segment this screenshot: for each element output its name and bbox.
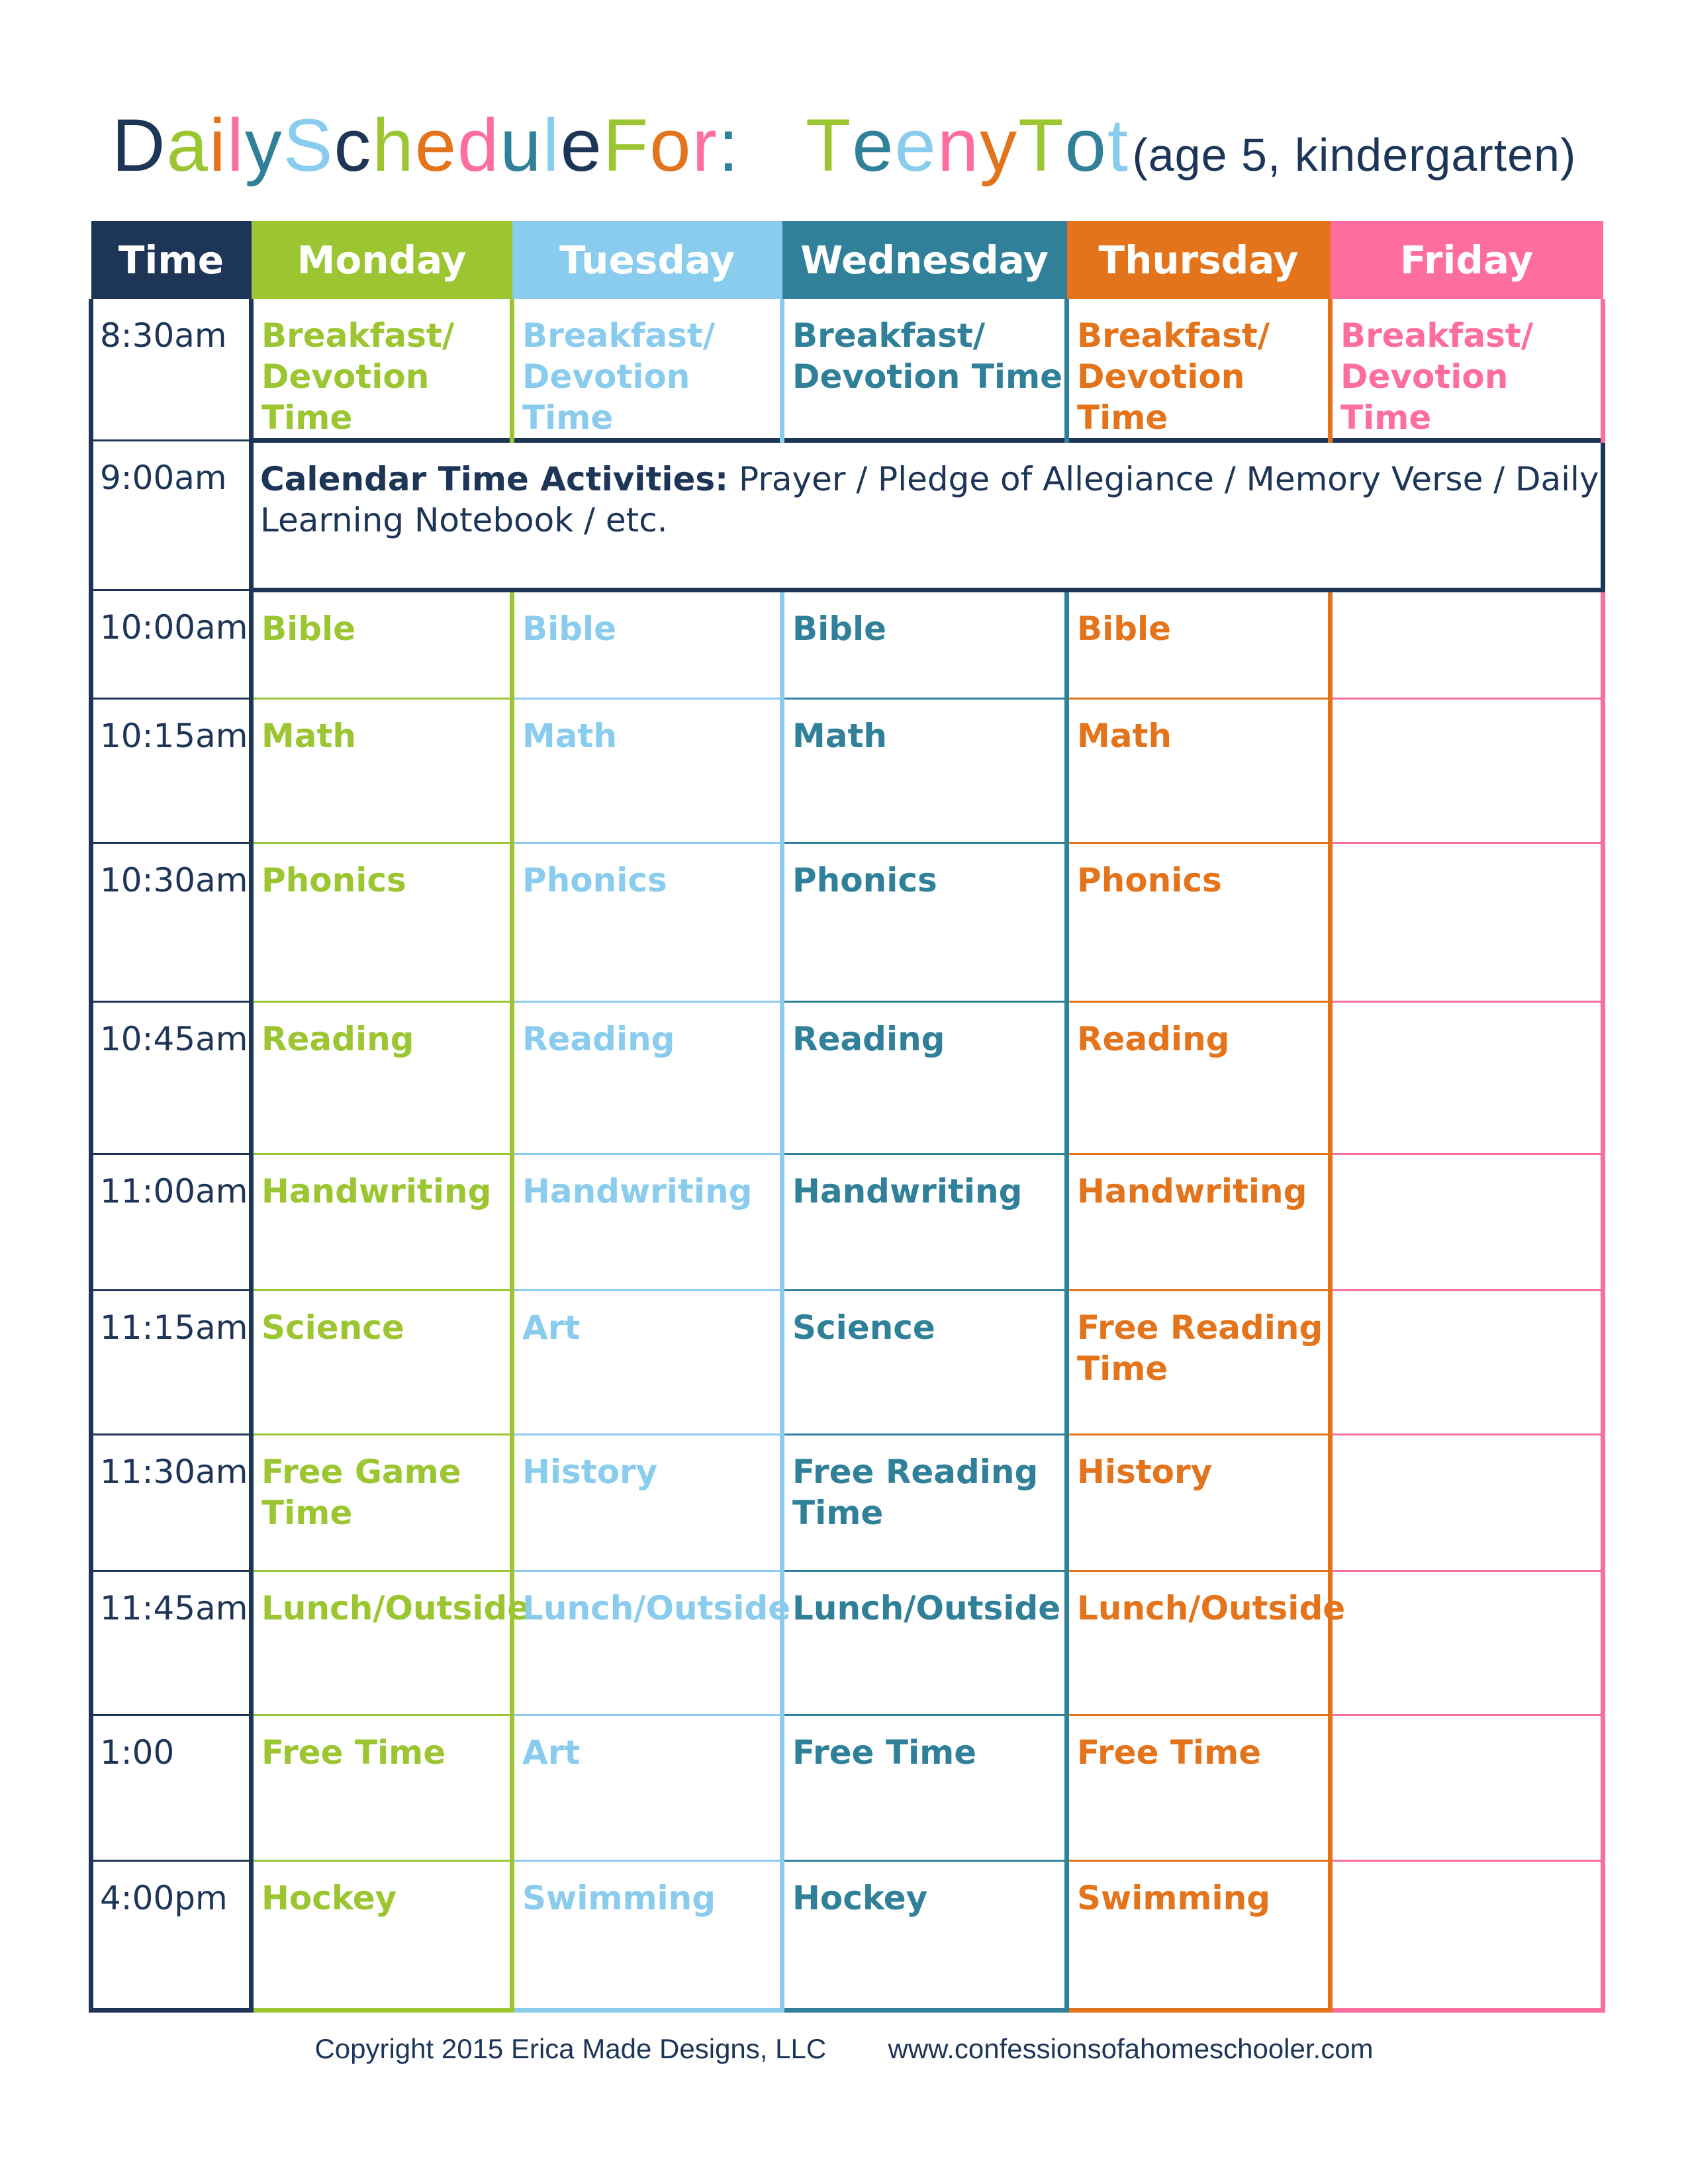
activity-cell: Handwriting	[1067, 1154, 1331, 1291]
activity-cell: Hockey	[782, 1861, 1067, 2011]
activity-cell: Lunch/Outside	[782, 1571, 1067, 1715]
activity-cell: Reading	[252, 1002, 512, 1154]
activity-cell: History	[512, 1435, 782, 1571]
header-friday: Friday	[1331, 221, 1603, 299]
schedule-row	[91, 590, 1603, 699]
activity-cell: Reading	[512, 1002, 782, 1154]
time-cell: 8:30am	[91, 299, 252, 441]
activity-cell: Art	[512, 1291, 782, 1435]
calendar-label: Calendar Time Activities:	[260, 460, 729, 498]
activity-cell: History	[1067, 1435, 1331, 1571]
footer	[0, 2033, 1688, 2065]
activity-cell: Science	[252, 1291, 512, 1435]
activity-cell: Swimming	[1067, 1861, 1331, 2011]
activity-cell: Free Reading Time	[782, 1435, 1067, 1571]
activity-cell: Reading	[1067, 1002, 1331, 1154]
title-prefix: DailyScheduleFor:	[111, 104, 740, 187]
activity-cell	[1331, 1291, 1603, 1435]
time-cell: 10:00am	[91, 590, 252, 699]
schedule-row	[91, 1571, 1603, 1715]
activity-cell: Handwriting	[782, 1154, 1067, 1291]
header-monday: Monday	[252, 221, 512, 299]
time-cell: 10:45am	[91, 1002, 252, 1154]
time-cell: 10:15am	[91, 699, 252, 843]
activity-cell: Bible	[1067, 590, 1331, 699]
activity-cell: Breakfast/ Devotion Time	[1067, 299, 1331, 441]
time-cell: 10:30am	[91, 843, 252, 1002]
time-cell: 4:00pm	[91, 1861, 252, 2011]
time-cell: 11:30am	[91, 1435, 252, 1571]
activity-cell	[1331, 1861, 1603, 2011]
activity-cell: Phonics	[782, 843, 1067, 1002]
activity-cell	[1331, 1154, 1603, 1291]
activity-cell: Free Reading Time	[1067, 1291, 1331, 1435]
activity-cell: Breakfast/ Devotion Time	[1331, 299, 1603, 441]
activity-cell	[1331, 843, 1603, 1002]
schedule-row	[91, 1154, 1603, 1291]
activity-cell: Reading	[782, 1002, 1067, 1154]
activity-cell: Handwriting	[252, 1154, 512, 1291]
time-cell: 11:45am	[91, 1571, 252, 1715]
activity-cell: Free Game Time	[252, 1435, 512, 1571]
activity-cell	[1331, 699, 1603, 843]
activity-cell: Math	[512, 699, 782, 843]
activity-cell	[1331, 1571, 1603, 1715]
activity-cell: Lunch/Outside	[1067, 1571, 1331, 1715]
calendar-activities-cell	[252, 441, 1603, 590]
schedule-row	[91, 1291, 1603, 1435]
activity-cell: Bible	[782, 590, 1067, 699]
activity-cell: Breakfast/ Devotion Time	[512, 299, 782, 441]
activity-cell	[1331, 590, 1603, 699]
activity-cell: Free Time	[252, 1715, 512, 1861]
activity-cell	[1331, 1715, 1603, 1861]
header-thursday: Thursday	[1067, 221, 1331, 299]
activity-cell: Phonics	[252, 843, 512, 1002]
header-row	[91, 221, 1603, 299]
schedule-title	[0, 103, 1688, 188]
schedule-row	[91, 1861, 1603, 2011]
activity-cell: Free Time	[782, 1715, 1067, 1861]
activity-cell: Art	[512, 1715, 782, 1861]
schedule-row	[91, 441, 1603, 590]
student-name: TeenyTot	[805, 104, 1129, 187]
schedule-row	[91, 699, 1603, 843]
activity-cell: Science	[782, 1291, 1067, 1435]
activity-cell: Lunch/Outside	[252, 1571, 512, 1715]
time-cell: 9:00am	[91, 441, 252, 590]
activity-cell	[1331, 1002, 1603, 1154]
activity-cell: Hockey	[252, 1861, 512, 2011]
header-tuesday: Tuesday	[512, 221, 782, 299]
activity-cell: Breakfast/ Devotion Time	[782, 299, 1067, 441]
schedule-row	[91, 1435, 1603, 1571]
schedule-row	[91, 299, 1603, 441]
activity-cell: Free Time	[1067, 1715, 1331, 1861]
student-detail: (age 5, kindergarten)	[1132, 129, 1577, 181]
activity-cell	[1331, 1435, 1603, 1571]
activity-cell: Bible	[512, 590, 782, 699]
activity-cell: Math	[1067, 699, 1331, 843]
schedule-row	[91, 843, 1603, 1002]
calendar-text: Prayer / Pledge of Allegiance / Memory Verse / Daily Learning Notebook / etc.	[260, 460, 1599, 539]
website-link[interactable]: www.confessionsofahomeschooler.com	[888, 2033, 1374, 2064]
activity-cell: Math	[782, 699, 1067, 843]
time-cell: 11:15am	[91, 1291, 252, 1435]
activity-cell: Phonics	[512, 843, 782, 1002]
activity-cell: Math	[252, 699, 512, 843]
activity-cell: Breakfast/ Devotion Time	[252, 299, 512, 441]
schedule-table	[89, 221, 1605, 2013]
activity-cell: Handwriting	[512, 1154, 782, 1291]
activity-cell: Phonics	[1067, 843, 1331, 1002]
activity-cell: Lunch/Outside	[512, 1571, 782, 1715]
header-wednesday: Wednesday	[782, 221, 1067, 299]
schedule-row	[91, 1715, 1603, 1861]
copyright-text: Copyright 2015 Erica Made Designs, LLC	[314, 2033, 827, 2064]
activity-cell: Bible	[252, 590, 512, 699]
activity-cell: Swimming	[512, 1861, 782, 2011]
time-cell: 11:00am	[91, 1154, 252, 1291]
schedule-row	[91, 1002, 1603, 1154]
time-cell: 1:00	[91, 1715, 252, 1861]
header-time: Time	[91, 221, 252, 299]
